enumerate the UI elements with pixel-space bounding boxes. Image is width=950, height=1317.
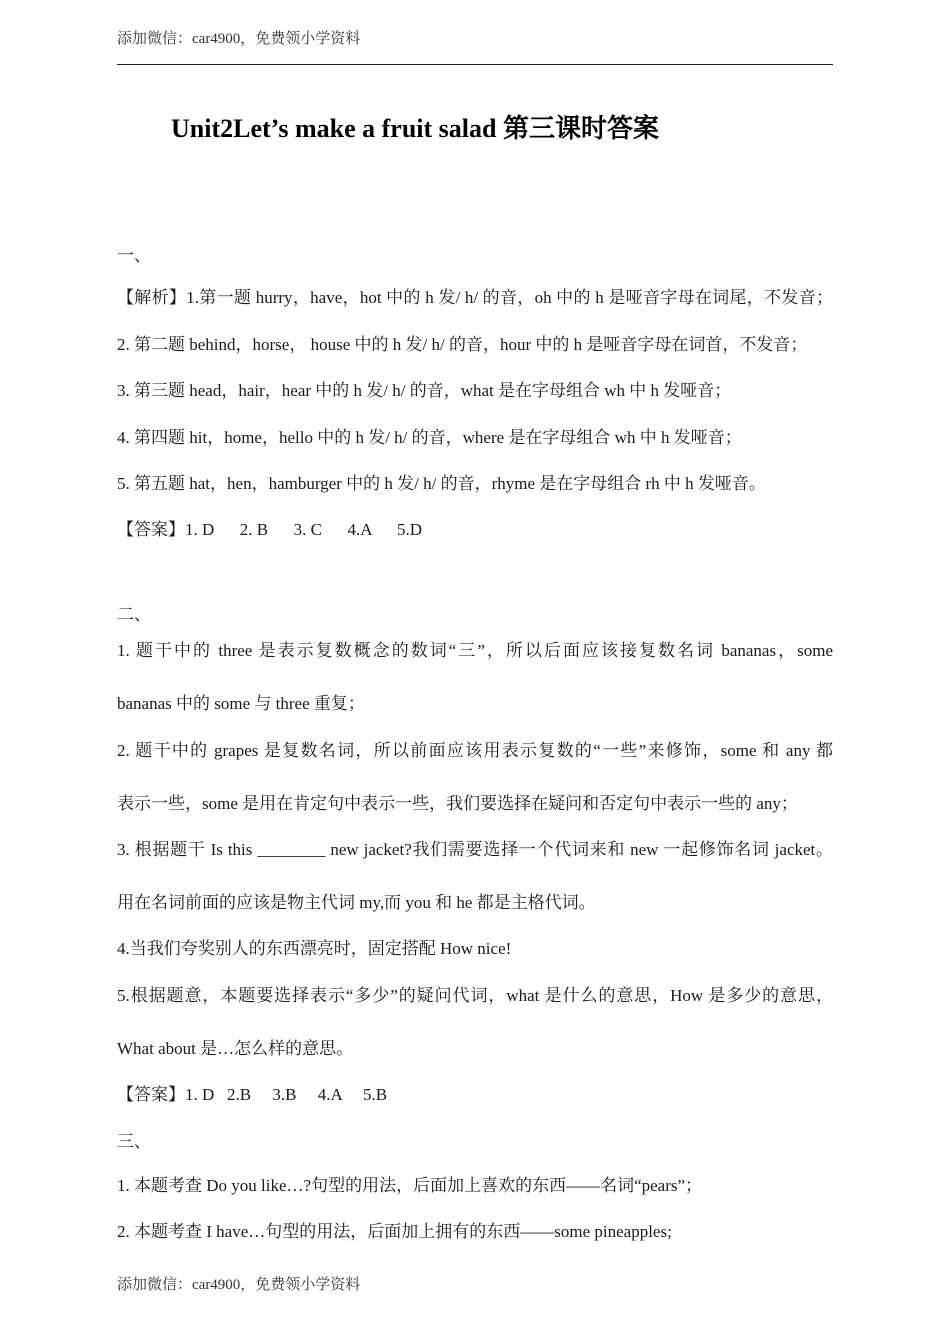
section2-line: 表示一些，some 是用在肯定句中表示一些，我们要选择在疑问和否定句中表示一些的 any； [117, 794, 798, 813]
header-rule [117, 64, 833, 65]
section2-line: 3. 根据题干 Is this ________ new jacket?我们需要选择一个代词来和 new 一起修饰名词 jacket。 [117, 840, 833, 859]
section2-answer: 【答案】1. D 2.B 3.B 4.A 5.B [117, 1085, 388, 1104]
section3-line: 1. 本题考查 Do you like…?句型的用法，后面加上喜欢的东西——名词“pears”； [117, 1176, 703, 1195]
section2-line: 1. 题干中的 three 是表示复数概念的数词“三”，所以后面应该接复数名词 bananas，some [117, 641, 833, 660]
section1-answer: 【答案】1. D 2. B 3. C 4.A 5.D [117, 520, 423, 539]
section3-heading: 三、 [117, 1132, 151, 1151]
section2-line: 4.当我们夸奖别人的东西漂亮时，固定搭配 How nice! [117, 939, 512, 958]
section1-line: 5. 第五题 hat，hen，hamburger 中的 h 发/ h/ 的音，rhyme 是在字母组合 rh 中 h 发哑音。 [117, 474, 766, 493]
section2-line: 5.根据题意，本题要选择表示“多少”的疑问代词，what 是什么的意思，How 是多少的意思， [117, 986, 833, 1005]
section3-line: 2. 本题考查 I have…句型的用法，后面加上拥有的东西——some pineapples; [117, 1222, 672, 1241]
section2-line: What about 是…怎么样的意思。 [117, 1039, 354, 1058]
section1-line: 2. 第二题 behind，horse， house 中的 h 发/ h/ 的音，hour 中的 h 是哑音字母在词首，不发音； [117, 335, 808, 354]
section2-line: 2. 题干中的 grapes 是复数名词，所以前面应该用表示复数的“一些”来修饰，some 和 any 都 [117, 741, 833, 760]
section1-line: 3. 第三题 head，hair，hear 中的 h 发/ h/ 的音，what 是在字母组合 wh 中 h 发哑音； [117, 381, 732, 400]
section1-heading: 一、 [117, 246, 151, 265]
footer-note: 添加微信：car4900，免费领小学资料 [117, 1277, 361, 1293]
section1-line: 【解析】1.第一题 hurry，have，hot 中的 h 发/ h/ 的音，oh 中的 h 是哑音字母在词尾，不发音； [117, 288, 833, 307]
page-title: Unit2Let’s make a fruit salad 第三课时答案 [171, 114, 659, 143]
header-note: 添加微信：car4900，免费领小学资料 [117, 31, 361, 47]
section2-heading: 二、 [117, 605, 151, 624]
section2-line: bananas 中的 some 与 three 重复； [117, 694, 365, 713]
section2-line: 用在名词前面的应该是物主代词 my,而 you 和 he 都是主格代词。 [117, 893, 596, 912]
section1-line: 4. 第四题 hit，home，hello 中的 h 发/ h/ 的音，where 是在字母组合 wh 中 h 发哑音； [117, 428, 742, 447]
